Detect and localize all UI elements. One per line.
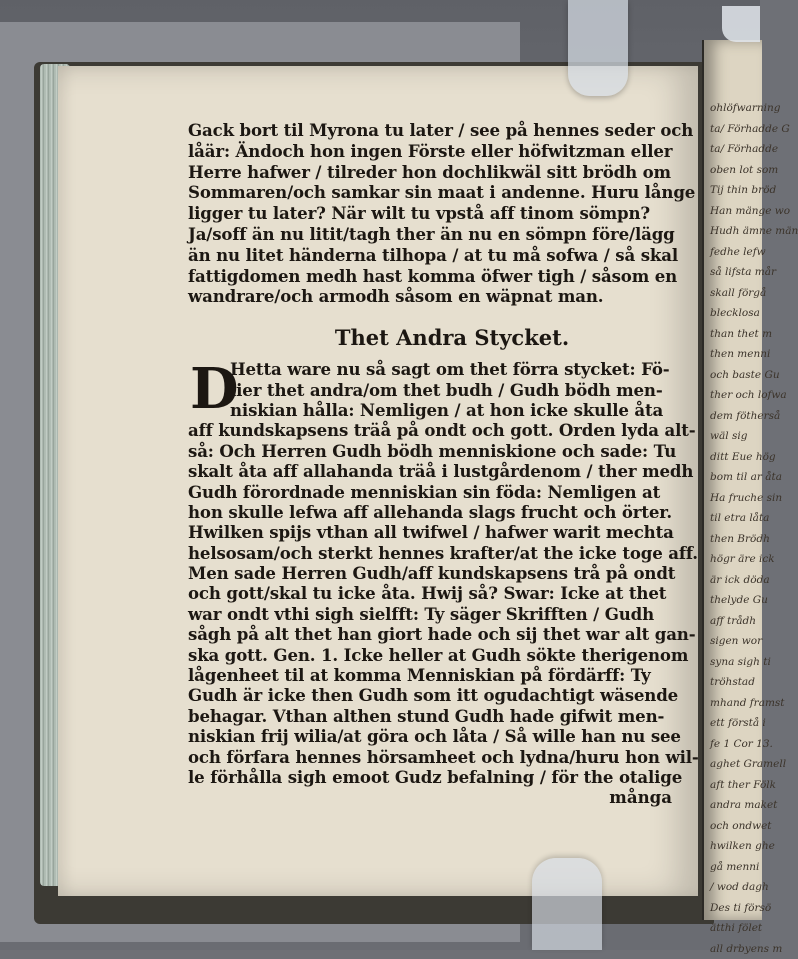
facing-text-line: syna sigh ti [704, 652, 762, 673]
text-line: niskian frij wilia/at göra och låta / Så wille han nu see [188, 726, 676, 746]
facing-text-line: och ondwet [704, 816, 762, 837]
facing-text-line: wäl sig [704, 426, 762, 447]
text-line: ska gott. Gen. 1. Icke heller at Gudh sökte therigenom [188, 645, 676, 665]
text-line: så: Och Herren Gudh bödh menniskione och sade: Tu [188, 441, 676, 461]
text-line: niskian hålla: Nemligen / at hon icke skulle åta [188, 400, 676, 420]
facing-text-line: ett förstå i [704, 713, 762, 734]
text-line: Gudh förordnade menniskian sin föda: Nemligen at [188, 482, 676, 502]
facing-text-line: fe 1 Cor 13. [704, 734, 762, 755]
facing-text-line: ta/ Förhadde [704, 139, 762, 160]
text-line: än nu litet händerna tilhopa / at tu må sofwa / så skal [188, 245, 676, 266]
facing-text-line: aft ther Fölk [704, 775, 762, 796]
facing-text-line: hwilken ghe [704, 836, 762, 857]
facing-text-line: aghet Gramell [704, 754, 762, 775]
text-line: Gudh är icke then Gudh som itt ogudachtigt wäsende [188, 685, 676, 705]
bottom-page-clip [532, 858, 602, 950]
facing-text-line: Han mänge wo [704, 201, 762, 222]
text-line: Hwilken spijs vthan all twifwel / hafwer warit mechta [188, 522, 676, 542]
page-text-block [188, 120, 676, 808]
paragraph-1 [188, 120, 676, 307]
text-line: Gack bort til Myrona tu later / see på hennes seder och [188, 120, 676, 141]
facing-text-line: til etra låta [704, 508, 762, 529]
facing-text-line: ohlöfwarning [704, 98, 762, 119]
facing-text-line: aff trådh [704, 611, 762, 632]
facing-text-line: och baste Gu [704, 365, 762, 386]
facing-text-line: oben lot som [704, 160, 762, 181]
facing-text-line: gå menni [704, 857, 762, 878]
facing-text-line: är ick döda [704, 570, 762, 591]
text-line: hon skulle lefwa aff allehanda slags frucht och örter. [188, 502, 676, 522]
section-heading: Thet Andra Stycket. [188, 325, 676, 351]
facing-text-line: ditt Eue hög [704, 447, 762, 468]
text-line: lågenheet til at komma Menniskian på fördärff: Ty [188, 665, 676, 685]
text-line: Herre hafwer / tilreder hon dochlikwäl sitt brödh om [188, 162, 676, 183]
text-line: Sommaren/och samkar sin maat i andenne. Huru långe [188, 182, 676, 203]
text-line: ligger tu later? När wilt tu vpstå aff tinom sömpn? [188, 203, 676, 224]
facing-text-line: bom til ar åta [704, 467, 762, 488]
facing-text-line: Tij thin bröd [704, 180, 762, 201]
text-line: lier thet andra/om thet budh / Gudh bödh men- [188, 380, 676, 400]
text-line: fattigdomen medh hast komma öfwer tigh / såsom en [188, 266, 676, 287]
text-line: behagar. Vthan althen stund Gudh hade gifwit men- [188, 706, 676, 726]
drop-cap: D [190, 361, 228, 419]
facing-text-line: / wod dagh [704, 877, 762, 898]
text-line: wandrare/och armodh såsom en wäpnat man. [188, 286, 676, 307]
facing-text-line: ther och lofwa [704, 385, 762, 406]
text-line: Ja/soff än nu litit/tagh ther än nu en sömpn före/lägg [188, 224, 676, 245]
paragraph-2 [188, 359, 676, 808]
text-line: låär: Ändoch hon ingen Förste eller höfwitzman eller [188, 141, 676, 162]
text-line: Men sade Herren Gudh/aff kundskapsens trå på ondt [188, 563, 676, 583]
facing-text-line: then Brödh [704, 529, 762, 550]
corner-clip [722, 6, 760, 42]
text-line: sågh på alt thet han giort hade och sij thet war alt gan- [188, 624, 676, 644]
facing-text-line: fedhe lefw [704, 242, 762, 263]
facing-text-line: skall förgå [704, 283, 762, 304]
facing-text-line: så lifsta mår [704, 262, 762, 283]
facing-text-line: andra maket [704, 795, 762, 816]
facing-page-lines [704, 98, 762, 959]
facing-text-line: Ha fruche sin [704, 488, 762, 509]
text-line: helsosam/och sterkt hennes krafter/at the icke toge aff. [188, 543, 676, 563]
text-line: och förfara hennes hörsamheet och lydna/huru hon wil- [188, 747, 676, 767]
text-line: aff kundskapsens träå på ondt och gott. Orden lyda alt- [188, 420, 676, 440]
facing-text-line: ätthi fölet [704, 918, 762, 939]
top-page-clip [568, 0, 628, 96]
facing-text-line: dem fötherså [704, 406, 762, 427]
facing-text-line: högr äre ick [704, 549, 762, 570]
text-line: skalt åta aff allahanda träå i lustgårdenom / ther medh [188, 461, 676, 481]
facing-text-line: thelyde Gu [704, 590, 762, 611]
facing-text-line: blecklosa [704, 303, 762, 324]
text-line: war ondt vthi sigh sielfft: Ty säger Skrifften / Gudh [188, 604, 676, 624]
text-line: le förhålla sigh emoot Gudz befalning / för the otalige [188, 767, 676, 787]
facing-text-line: tröhstad [704, 672, 762, 693]
facing-text-line: sigen wor [704, 631, 762, 652]
facing-text-line: then menni [704, 344, 762, 365]
facing-page [702, 40, 762, 920]
facing-text-line: mhand framst [704, 693, 762, 714]
text-line: och gott/skal tu icke åta. Hwij så? Swar: Icke at thet [188, 583, 676, 603]
facing-text-line: all drbyens m [704, 939, 762, 959]
facing-text-line: Des ti försö [704, 898, 762, 919]
facing-text-line: Hudh ämne män [704, 221, 762, 242]
facing-text-line: ta/ Förhadde G [704, 119, 762, 140]
text-line: Hetta ware nu så sagt om thet förra stycket: Fö- [188, 359, 676, 379]
facing-text-line: than thet m [704, 324, 762, 345]
catchword: många [188, 787, 676, 807]
